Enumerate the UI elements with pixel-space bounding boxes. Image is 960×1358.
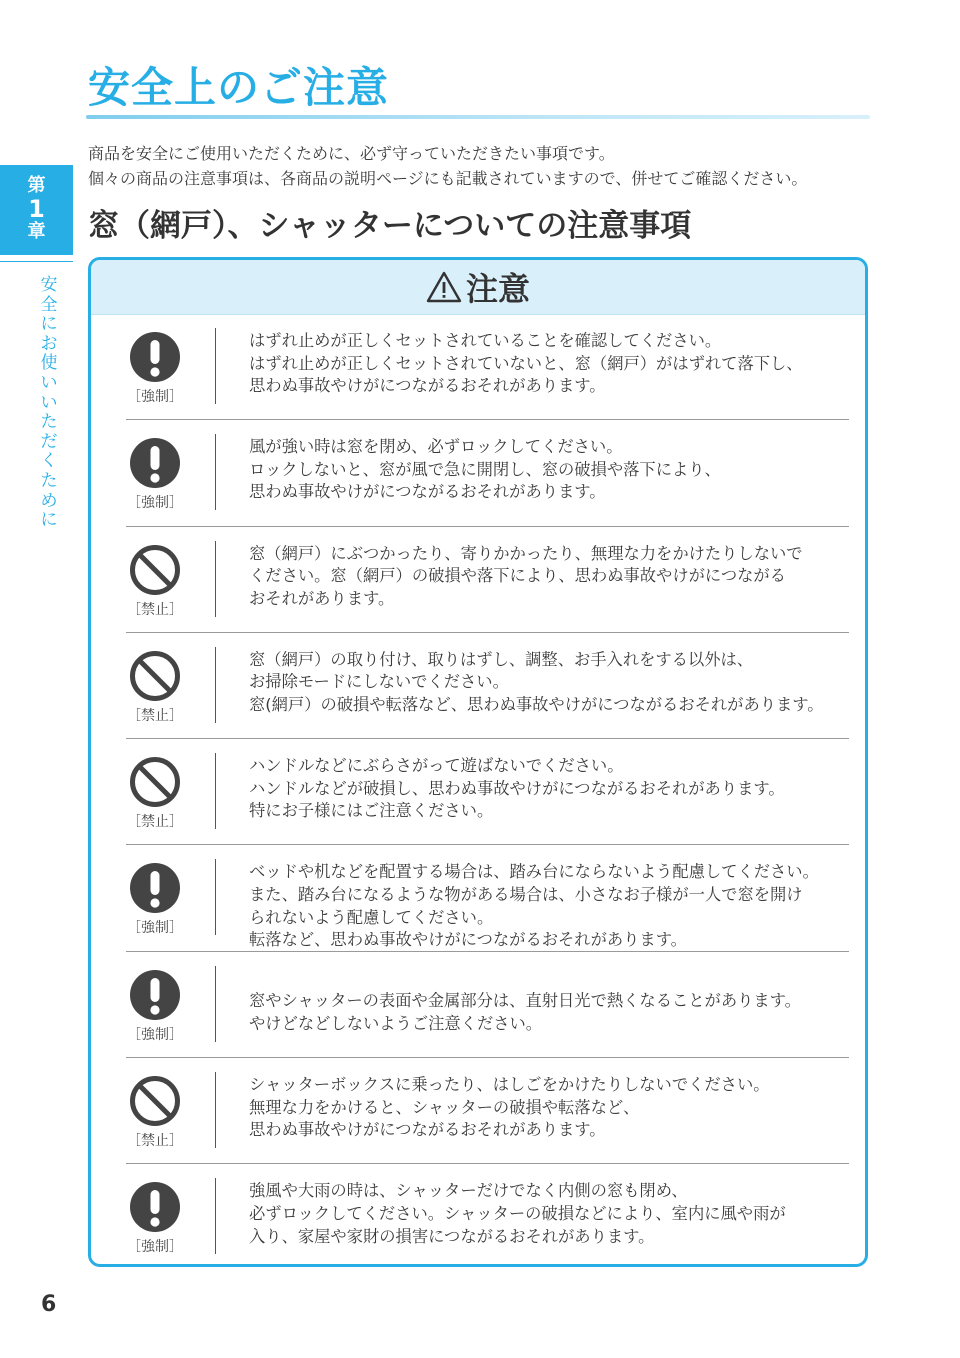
caution-line [249,968,851,991]
symbol-label: ［強制］ [127,1026,183,1043]
caution-text [249,543,851,611]
exclamation-icon [129,331,181,383]
intro-line: 商品を安全にご使用いただくために、必ず守っていただきたい事項です。 [88,144,615,163]
caution-line: お掃除モードにしないでください。 [249,672,509,692]
caution-line: られないよう配慮してください。 [249,907,494,927]
caution-line: ハンドルなどにぶらさがって遊ばないでください。 [249,756,624,776]
intro-line: 個々の商品の注意事項は、各商品の説明ページにも記載されていますので、併せてご確認ください。 [88,169,808,188]
side-section-label: 安全にお使いいただくために [40,275,58,531]
prohibited-icon [129,1075,181,1127]
caution-line: 窓やシャッターの表面や金属部分は、直射日光で熱くなることがあります。 [249,991,801,1011]
caution-line: 思わぬ事故やけがにつながるおそれがあります。 [249,482,606,502]
symbol-label: ［禁止］ [127,814,183,831]
vertical-divider [215,753,216,829]
caution-line: はずれ止めが正しくセットされていることを確認してください。 [249,331,722,350]
chapter-tab [0,165,73,255]
caution-item [91,633,865,739]
prohibited-icon [129,756,181,808]
caution-line: また、踏み台になるような物がある場合は、小さなお子様が一人で窓を開け [249,885,803,905]
caution-text [249,1180,851,1248]
vertical-divider [215,541,216,617]
symbol-label: ［禁止］ [127,707,183,724]
caution-line: 入り、家屋や家財の損害につながるおそれがあります。 [249,1226,655,1246]
caution-line: 窓（網戸）にぶつかったり、寄りかかったり、無理な力をかけたりしないで [249,543,803,563]
side-divider [0,261,73,262]
mandatory-symbol [129,1181,181,1233]
prohibited-symbol [129,1075,181,1127]
mandatory-symbol [129,331,181,383]
chapter-prefix: 第 [27,175,46,196]
caution-line: シャッターボックスに乗ったり、はしごをかけたりしないでください。 [249,1075,770,1095]
caution-item [91,1164,865,1267]
caution-line: 思わぬ事故やけがにつながるおそれがあります。 [249,1120,606,1140]
caution-text [249,649,851,717]
caution-line: ハンドルなどが破損し、思わぬ事故やけがにつながるおそれがあります。 [249,778,785,798]
caution-item [91,420,865,526]
prohibited-symbol [129,544,181,596]
caution-box [88,257,868,1267]
warning-triangle-icon [426,271,462,303]
caution-item [91,952,865,1058]
vertical-divider [215,1178,216,1254]
prohibited-symbol [129,756,181,808]
vertical-divider [215,966,216,1042]
caution-text [249,755,851,823]
mandatory-symbol [129,969,181,1021]
caution-item [91,527,865,633]
symbol-label: ［強制］ [127,920,183,937]
caution-text [249,1074,851,1142]
caution-label: 注意 [465,270,530,308]
caution-line: はずれ止めが正しくセットされていないと、窓（網戸）がはずれて落下し、 [249,353,803,373]
prohibited-icon [129,544,181,596]
vertical-divider [215,859,216,935]
caution-text [249,861,851,951]
symbol-label: ［強制］ [127,495,183,512]
caution-line: 風が強い時は窓を閉め、必ずロックしてください。 [249,437,623,457]
vertical-divider [215,328,216,404]
caution-line: 必ずロックしてください。シャッターの破損などにより、室内に風や雨が [249,1203,786,1223]
exclamation-icon [129,437,181,489]
vertical-divider [215,1072,216,1148]
caution-line: 特にお子様にはご注意ください。 [249,801,494,821]
caution-line: おそれがあります。 [249,588,395,608]
page-title: 安全上のご注意 [88,63,390,112]
caution-line: ください。窓（網戸）の破損や落下により、思わぬ事故やけがにつながる [249,566,786,586]
chapter-suffix: 章 [27,221,46,242]
caution-list [91,314,865,1267]
exclamation-icon [129,1181,181,1233]
title-underline [86,115,870,119]
mandatory-symbol [129,437,181,489]
symbol-label: ［禁止］ [127,1133,183,1150]
vertical-divider [215,434,216,510]
caution-item [91,739,865,845]
caution-line: 窓(網戸）の破損や転落など、思わぬ事故やけがにつながるおそれがあります。 [249,695,824,715]
mandatory-symbol [129,862,181,914]
caution-header [91,260,865,315]
caution-line: 窓（網戸）の取り付け、取りはずし、調整、お手入れをする以外は、 [249,649,754,669]
prohibited-icon [129,650,181,702]
caution-text [249,330,851,398]
symbol-label: ［強制］ [127,1239,183,1256]
prohibited-symbol [129,650,181,702]
section-title: 窓（網戸）、シャッターについての注意事項 [88,208,692,244]
caution-line: ベッドや机などを配置する場合は、踏み台にならないよう配慮してください。 [249,862,819,882]
chapter-number: 1 [28,195,45,223]
intro-text [88,141,807,191]
exclamation-icon [129,969,181,1021]
caution-line: 強風や大雨の時は、シャッターだけでなく内側の窓も閉め、 [249,1181,688,1201]
caution-text [249,968,851,1036]
caution-line: ロックしないと、窓が風で急に開閉し、窓の破損や落下により、 [249,459,721,479]
caution-line: 転落など、思わぬ事故やけがにつながるおそれがあります。 [249,930,687,950]
caution-item [91,314,865,420]
caution-item [91,845,865,951]
caution-line: 無理な力をかけると、シャッターの破損や転落など、 [249,1097,640,1117]
vertical-divider [215,647,216,723]
caution-line: 思わぬ事故やけがにつながるおそれがあります。 [249,376,606,396]
caution-line: やけどなどしないようご注意ください。 [249,1013,543,1033]
caution-text [249,436,851,504]
symbol-label: ［禁止］ [127,601,183,618]
page-number: 6 [41,1292,57,1317]
symbol-label: ［強制］ [127,389,183,405]
caution-item [91,1058,865,1164]
exclamation-icon [129,862,181,914]
